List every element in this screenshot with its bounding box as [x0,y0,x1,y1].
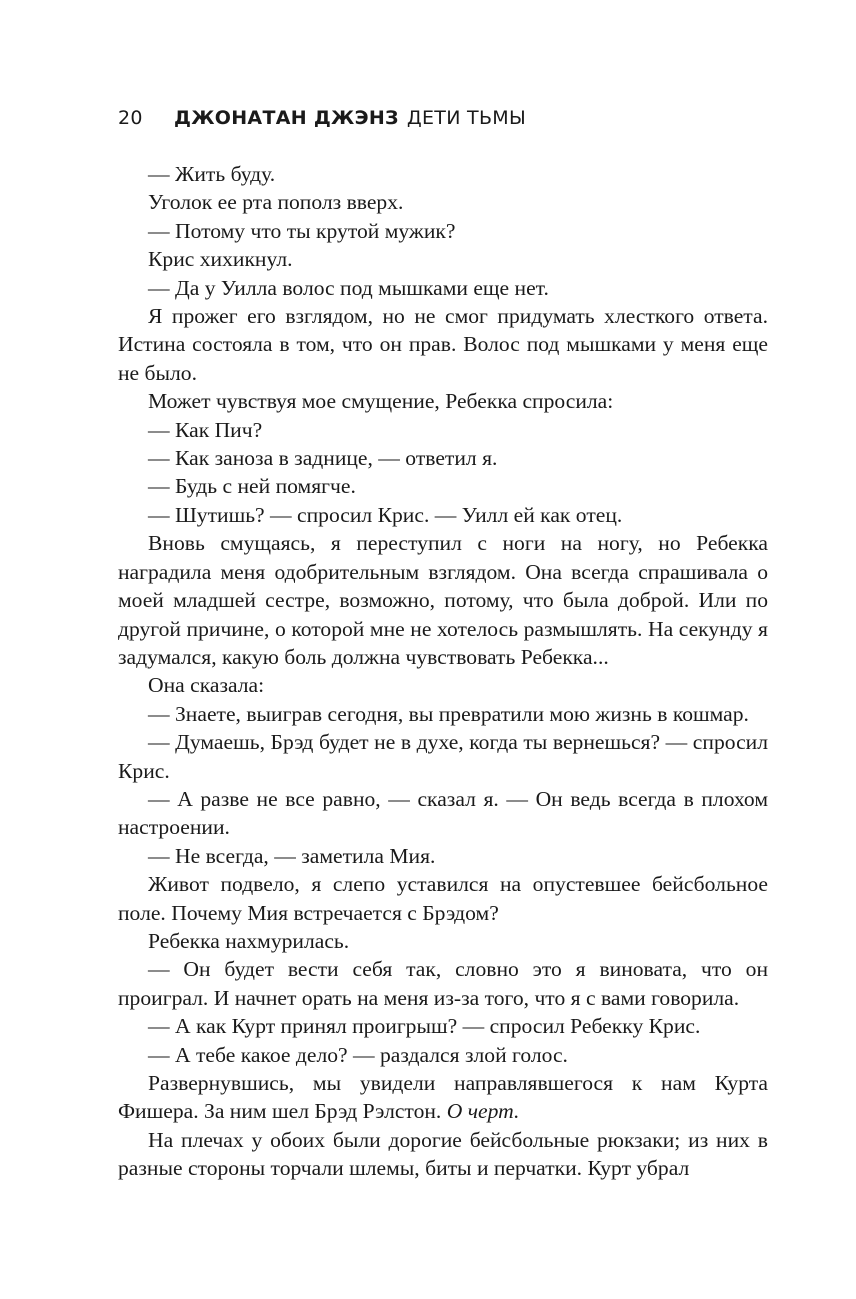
paragraph: Ребекка нахмурилась. [148,928,350,953]
running-head [118,104,778,132]
paragraph: — Жить буду. [148,162,276,186]
italic-phrase: О черт. [446,1099,520,1124]
paragraph: — Да у Уилла волос под мышками еще нет. [148,275,549,300]
paragraph: — Шутишь? — спросил Крис. — Уилл ей как отец. [148,502,623,527]
book-title: ДЕТИ ТЬМЫ [406,107,527,129]
paragraph: Может чувствуя мое смущение, Ребекка спросила: [148,389,614,414]
paragraph: Крис хихикнул. [148,247,293,272]
paragraph: — Будь с ней помягче. [148,474,356,499]
text-body [118,160,768,1183]
paragraph: Она сказала: [148,673,265,698]
page-number: 20 [118,107,143,129]
paragraph: — Как заноза в заднице, — ответил я. [148,446,498,471]
paragraph: — Потому что ты крутой мужик? [148,218,456,243]
paragraph-text: Развернувшись, мы увидели направлявшегося к нам Курта Фишера. За ним шел Брэд Рэлстон. [118,1071,768,1124]
paragraph: На плечах у обоих были дорогие бейсбольные рюкзаки; из них в разные стороны торчали шлемы, биты и перчатки. Курт убрал [118,1127,768,1181]
paragraph: Живот подвело, я слепо уставился на опустевшее бейсбольное поле. Почему Мия встречается с Брэдом? [118,872,768,925]
paragraph: — А тебе какое дело? — раздался злой голос. [148,1042,568,1067]
author-name: ДЖОНАТАН ДЖЭНЗ [174,107,399,129]
paragraph: — Он будет вести себя так, словно это я виновата, что он проиграл. И начнет орать на меня из-за того, что я с вами говорила. [118,957,768,1010]
paragraph: Вновь смущаясь, я переступил с ноги на ногу, но Ребекка наградила меня одобрительным взглядом. Она всегда спрашивала о моей младшей сестре, возможно, потому, что была доброй. Или по другой причине, о которой мне не хотелось размышлять. На секунду я задумался, какую боль должна чувствовать Ребекка... [118,531,768,669]
paragraph: — А разве не все равно, — сказал я. — Он ведь всегда в плохом настроении. [118,786,768,840]
paragraph: Уголок ее рта пополз вверх. [148,190,404,215]
paragraph: — А как Курт принял проигрыш? — спросил Ребекку Крис. [148,1014,701,1039]
paragraph: — Как Пич? [148,417,263,442]
paragraph: — Думаешь, Брэд будет не в духе, когда ты вернешься? — спросил Крис. [118,730,768,783]
paragraph: Я прожег его взглядом, но не смог придумать хлесткого ответа. Истина состояла в том, что он прав. Волос под мышками у меня еще не было. [118,304,768,385]
paragraph-with-italic [118,1069,768,1126]
paragraph: — Не всегда, — заметила Мия. [148,843,436,868]
paragraph: — Знаете, выиграв сегодня, вы превратили мою жизнь в кошмар. [148,701,749,726]
